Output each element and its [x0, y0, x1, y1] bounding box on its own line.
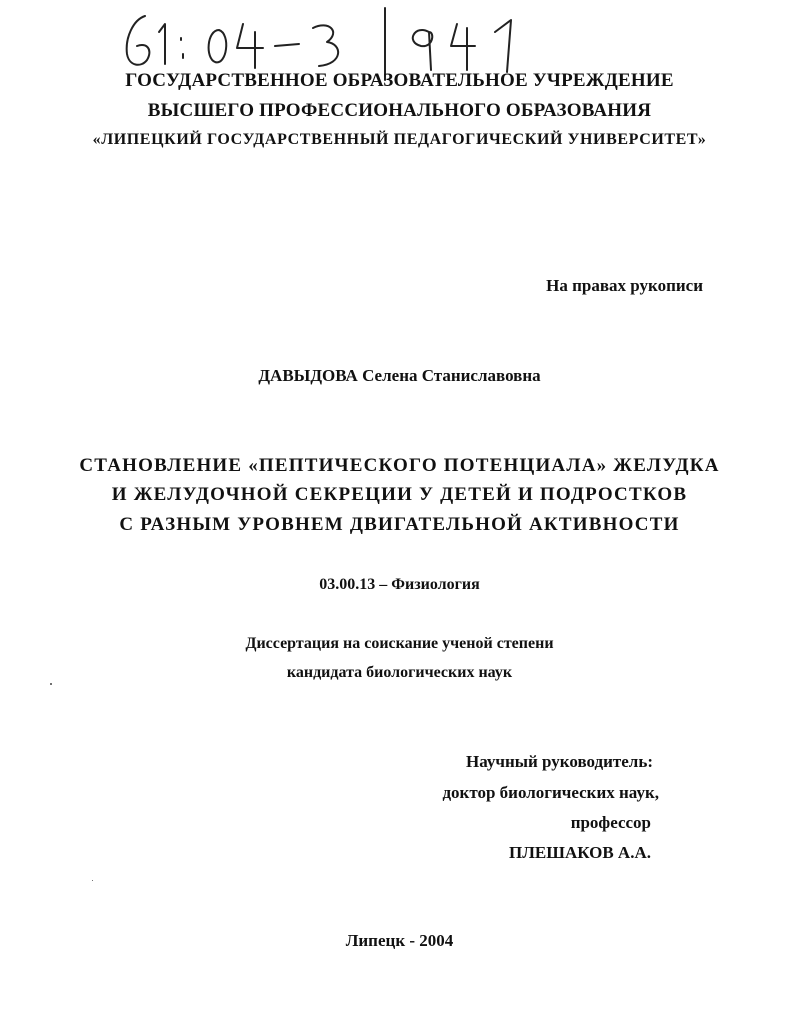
city-year: Липецк - 2004 — [345, 931, 454, 950]
institution-line-2: ВЫСШЕГО ПРОФЕССИОНАЛЬНОГО ОБРАЗОВАНИЯ — [147, 100, 652, 121]
dissertation-title-line-2: И ЖЕЛУДОЧНОЙ СЕКРЕЦИИ У ДЕТЕЙ И ПОДРОСТКОВ — [111, 484, 688, 505]
supervisor-heading: Научный руководитель: — [466, 752, 653, 771]
supervisor-degree: доктор биологических наук, — [442, 783, 659, 802]
degree-line-2: кандидата биологических наук — [286, 664, 513, 681]
supervisor-rank: профессор — [570, 813, 651, 832]
dissertation-title-line-3: С РАЗНЫМ УРОВНЕМ ДВИГАТЕЛЬНОЙ АКТИВНОСТИ — [119, 514, 680, 535]
manuscript-note: На правах рукописи — [546, 276, 703, 295]
scan-speck — [92, 880, 93, 881]
dissertation-title-line-1: СТАНОВЛЕНИЕ «ПЕПТИЧЕСКОГО ПОТЕНЦИАЛА» ЖЕЛУДКА — [79, 455, 720, 476]
institution-line-3: «ЛИПЕЦКИЙ ГОСУДАРСТВЕННЫЙ ПЕДАГОГИЧЕСКИЙ УНИВЕРСИТЕТ» — [92, 131, 707, 148]
institution-line-1: ГОСУДАРСТВЕННОЕ ОБРАЗОВАТЕЛЬНОЕ УЧРЕЖДЕНИЕ — [125, 70, 674, 91]
supervisor-name: ПЛЕШАКОВ А.А. — [509, 843, 651, 862]
specialty: 03.00.13 – Физиология — [319, 576, 480, 593]
scan-speck — [50, 683, 52, 685]
degree-line-1: Диссертация на соискание ученой степени — [245, 635, 554, 652]
author-name: ДАВЫДОВА Селена Станиславовна — [258, 366, 541, 385]
